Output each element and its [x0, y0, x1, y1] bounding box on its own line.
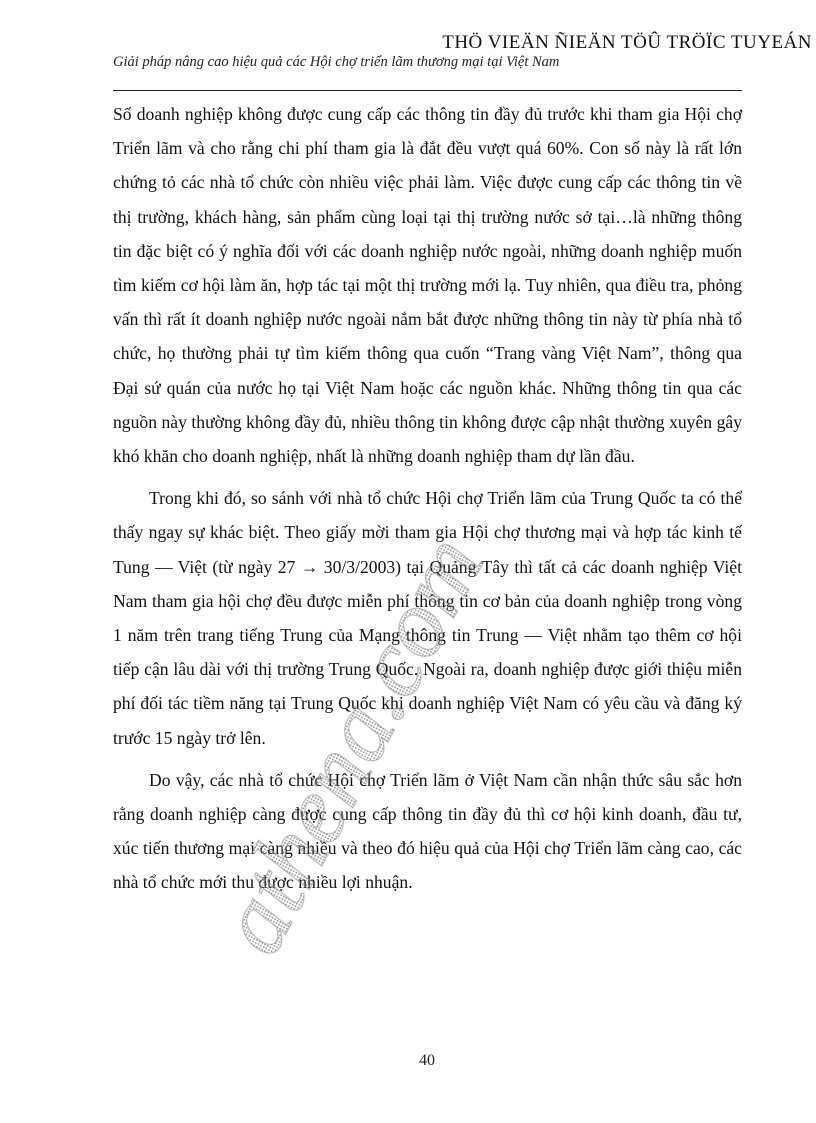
header-rule — [113, 90, 742, 91]
watermark-text: athena.com — [232, 518, 505, 971]
running-header: Giải pháp nâng cao hiệu quả các Hội chợ triển lãm thương mại tại Việt Nam — [113, 54, 560, 70]
paragraph-3: Do vậy, các nhà tổ chức Hội chợ Triển lãm ở Việt Nam cần nhận thức sâu sắc hơn rằng doanh nghiệp càng được cung cấp thông tin đầy đủ thì cơ hội kinh doanh, đầu tư, xúc tiến thương mại càng nhiều và theo đó hiệu quả của Hội chợ Triển lãm càng cao, các nhà tổ chức mới thu được nhiều lợi nhuận. — [113, 769, 742, 893]
page-number: 40 — [419, 1052, 435, 1069]
paragraph-2: Trong khi đó, so sánh với nhà tổ chức Hội chợ Triển lãm của Trung Quốc ta có thể thấy ngay sự khác biệt. Theo giấy mời tham gia Hội chợ thương mại và hợp tác kinh tế Tung — Việt (từ ngày 27 → 30/3/2003) tại Quảng Tây thì tất cả các doanh nghiệp Việt Nam tham gia hội chợ đều được miễn phí thông tin cơ bản của doanh nghiệp trong vòng 1 năm trên trang tiếng Trung của Mạng thông tin Trung — Việt nhằm tạo thêm cơ hội tiếp cận lâu dài với thị trường Trung Quốc. Ngoài ra, doanh nghiệp được giới thiệu miễn phí đối tác tiềm năng tại Trung Quốc khi doanh nghiệp Việt Nam có yêu cầu và đăng ký trước 15 ngày trở lên. — [113, 488, 742, 748]
library-tag: THÖ VIEÄN ÑIEÄN TÖÛ TRÖÏC TUYEÁN — [442, 32, 812, 53]
body-text — [113, 97, 742, 900]
paragraph-1: Số doanh nghiệp không được cung cấp các thông tin đầy đủ trước khi tham gia Hội chợ Triển lãm và cho rằng chi phí tham gia là đắt đều vượt quá 60%. Con số này là rất lớn chứng tỏ các nhà tổ chức còn nhiều việc phải làm. Việc được cung cấp các thông tin về thị trường, khách hàng, sản phẩm cùng loại tại thị trường nước sở tại…là những thông tin đặc biệt có ý nghĩa đối với các doanh nghiệp nước ngoài, những doanh nghiệp muốn tìm kiếm cơ hội làm ăn, hợp tác tại một thị trường mới lạ. Tuy nhiên, qua điều tra, phỏng vấn thì rất ít doanh nghiệp nước ngoài nắm bắt được những thông tin này từ phía nhà tổ chức, họ thường phải tự tìm kiếm thông qua cuốn “Trang vàng Việt Nam”, thông qua Đại sứ quán của nước họ tại Việt Nam hoặc các nguồn khác. Những thông tin qua các nguồn này thường không đầy đủ, nhiều thông tin không được cập nhật thường xuyên gây khó khăn cho doanh nghiệp, nhất là những doanh nghiệp tham dự lần đầu. — [113, 104, 742, 467]
